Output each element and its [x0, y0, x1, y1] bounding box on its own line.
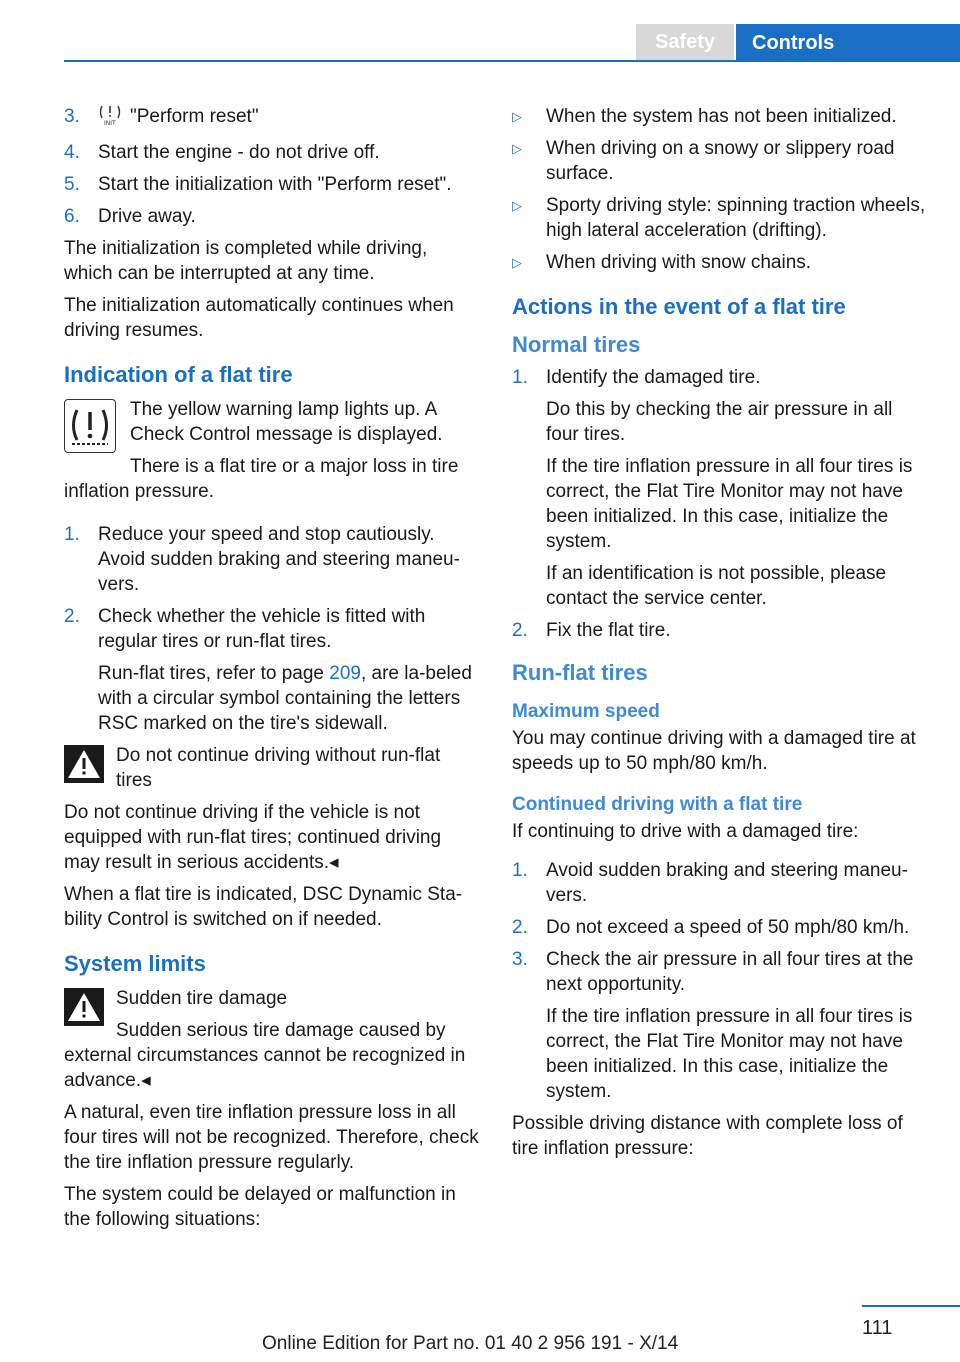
- list-item: 2. Fix the flat tire.: [512, 620, 671, 641]
- left-column: [64, 104, 480, 1239]
- list-item: ▷ When the system has not been initialized.: [512, 106, 897, 127]
- normal-tires-steps: [512, 365, 930, 643]
- tab-safety[interactable]: Safety: [636, 24, 734, 60]
- heading-continued-driving: Continued driving with a flat tire: [512, 794, 803, 815]
- step-number: 4.: [64, 142, 80, 163]
- warning-triangle-icon: [64, 745, 104, 783]
- heading-normal-tires: Normal tires: [512, 332, 641, 357]
- step-number: 5.: [64, 174, 80, 195]
- list-item: [64, 140, 480, 165]
- footer-rule: [862, 1305, 960, 1307]
- paragraph: A natural, even tire inflation pressure loss in all four tires will not be recognized. Therefore, check the tire inflation pressure regularly.: [64, 1102, 479, 1173]
- warning-title: Do not continue driving without run-flat tires: [116, 745, 441, 791]
- paragraph: The initialization automatically continues when driving resumes.: [64, 295, 454, 341]
- list-item: [64, 172, 480, 197]
- list-item: [64, 604, 480, 736]
- list-item: 1. Identify the damaged tire. Do this by checking the air pressure in all four tires. If the tire inflation pressure in all four tires is correct, the Flat Tire Monitor may not have been initialized. In this case, initialize the system. If an identification is not possible, please contact the service center.: [512, 367, 913, 609]
- step-number: 2.: [64, 606, 80, 627]
- step-text: Drive away.: [98, 206, 196, 227]
- list-item: ▷ When driving with snow chains.: [512, 252, 812, 273]
- edition-footer: Online Edition for Part no. 01 40 2 956 191 - X/14: [262, 1333, 679, 1354]
- step-text: Start the initialization with "Perform reset".: [98, 174, 452, 195]
- paragraph: When a flat tire is indicated, DSC Dynamic Sta-bility Control is switched on if needed.: [64, 884, 463, 930]
- heading-maximum-speed: Maximum speed: [512, 701, 660, 722]
- step-number: 6.: [64, 206, 80, 227]
- bullet-triangle-icon: ▷: [512, 198, 522, 213]
- step-text: Start the engine - do not drive off.: [98, 142, 380, 163]
- step-number: 1.: [64, 524, 80, 545]
- paragraph: The yellow warning lamp lights up. A Check Control message is displayed.: [130, 399, 443, 445]
- right-column: [512, 104, 930, 1168]
- warning-body: Do not continue driving if the vehicle is not equipped with run-flat tires; continued driving may result in serious accidents.◂: [64, 802, 442, 873]
- list-item: [64, 522, 480, 597]
- list-item: 3. Check the air pressure in all four tires at the next opportunity. If the tire inflation pressure in all four tires is correct, the Flat Tire Monitor may not have been initialized. In this case, initialize the system.: [512, 949, 914, 1102]
- paragraph: You may continue driving with a damaged tire at speeds up to 50 mph/80 km/h.: [512, 728, 916, 774]
- situations-list: [512, 104, 930, 275]
- tire-warning-lamp-icon: [64, 399, 116, 453]
- warning-body: Sudden serious tire damage caused by external circumstances cannot be recognized in advance.◂: [64, 1020, 466, 1091]
- bullet-triangle-icon: ▷: [512, 141, 522, 156]
- step-number: 3.: [64, 106, 80, 127]
- init-steps-list: [64, 104, 480, 229]
- heading-indication-flat-tire: Indication of a flat tire: [64, 362, 293, 387]
- warning-title: Sudden tire damage: [116, 988, 288, 1009]
- paragraph: Possible driving distance with complete loss of tire inflation pressure:: [512, 1113, 903, 1159]
- heading-run-flat-tires: Run-flat tires: [512, 660, 648, 685]
- heading-system-limits: System limits: [64, 951, 206, 976]
- page-header: [0, 0, 960, 62]
- bullet-triangle-icon: ▷: [512, 109, 522, 124]
- paragraph: If continuing to drive with a damaged tire:: [512, 821, 859, 842]
- list-item: 1. Avoid sudden braking and steering maneu-vers.: [512, 860, 908, 906]
- tab-controls[interactable]: Controls: [736, 24, 960, 62]
- list-item: [64, 104, 480, 133]
- svg-text:INIT: INIT: [104, 120, 116, 126]
- list-item: 2. Do not exceed a speed of 50 mph/80 km/h.: [512, 917, 910, 938]
- list-item: ▷ When driving on a snowy or slippery road surface.: [512, 138, 895, 184]
- step-text: Check whether the vehicle is fitted with regular tires or run-flat tires.: [98, 606, 426, 652]
- heading-actions-flat-tire: Actions in the event of a flat tire: [512, 294, 846, 319]
- paragraph: The system could be delayed or malfunction in the following situations:: [64, 1184, 456, 1230]
- step-text: "Perform reset": [130, 106, 259, 127]
- list-item: ▷ Sporty driving style: spinning traction wheels, high lateral acceleration (drifting).: [512, 195, 926, 241]
- header-rule: [64, 60, 960, 62]
- tire-init-icon: [98, 104, 122, 133]
- page-link[interactable]: 209: [329, 663, 361, 684]
- list-item: [64, 204, 480, 229]
- step-text: Reduce your speed and stop cautiously. Avoid sudden braking and steering maneu-vers.: [98, 524, 460, 595]
- page-number: 111: [862, 1317, 893, 1339]
- bullet-triangle-icon: ▷: [512, 255, 522, 270]
- warning-triangle-icon: [64, 988, 104, 1026]
- paragraph: There is a flat tire or a major loss in tire inflation pressure.: [64, 456, 459, 502]
- continued-driving-steps: [512, 858, 930, 1104]
- runflat-reference: Run-flat tires, refer to page 209, are la-beled with a circular symbol containing the letters RSC marked on the tire's sidewall.: [98, 663, 472, 734]
- paragraph: The initialization is completed while driving, which can be interrupted at any time.: [64, 238, 428, 284]
- flat-tire-steps-list: [64, 522, 480, 736]
